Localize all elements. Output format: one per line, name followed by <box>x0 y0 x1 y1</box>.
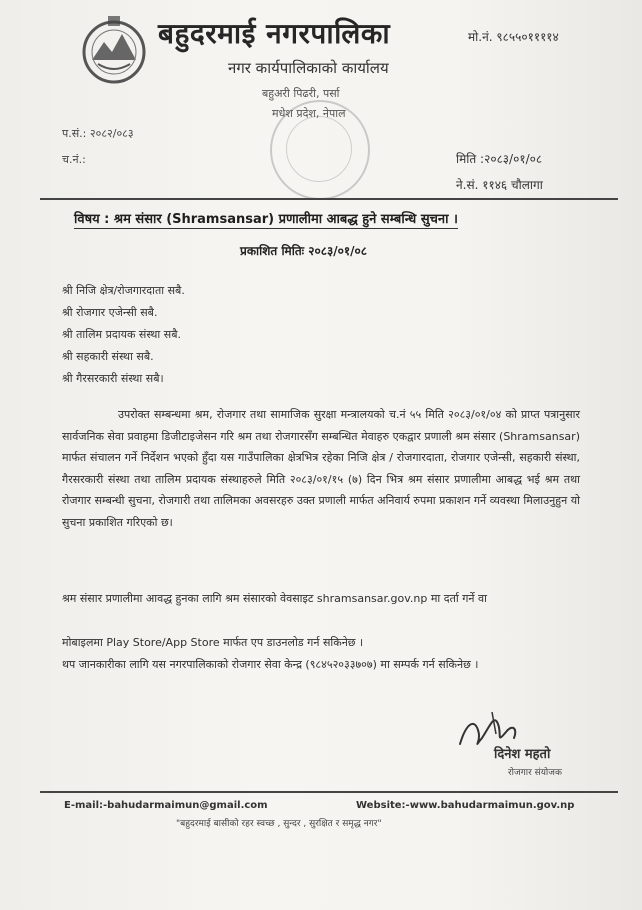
address-line-1: बहुअरी पिढरी, पर्सा <box>262 87 340 100</box>
dispatch-number: च.नं.: <box>62 153 86 166</box>
published-date: प्रकाशित मितिः २०८३/०१/०८ <box>240 244 367 258</box>
nepal-samvat-date: ने.सं. ११४६ चौलागा <box>456 178 543 192</box>
signatory-title: रोजगार संयोजक <box>508 768 562 778</box>
footer-divider <box>40 791 618 793</box>
body-paragraph: उपरोक्त सम्बन्धमा श्रम, रोजगार तथा सामाजिक सुरक्षा मन्त्रालयको च.नं ५५ मिति २०८३/०१/०४ को प्राप्त पत्रानुसार सार्वजनिक सेवा प्रवाहमा डिजीटाइजेसन गरि श्रम तथा रोजगारसँग सम्बन्धित मेवाहरु एकद्वार प्रणाली श्रम संसार (Shramsansar) मार्फत संचालन गर्ने निर्देशन भएको हुँदा यस गाउँपालिका क्षेत्रभित्र रहेका निजि क्षेत्र / रोजगारदाता, रोजगार एजेन्सी, सहकारी संस्था, गैरसरकारी संस्था तथा तालिम प्रदायक संस्थाहरुले मिति २०८३/०१/१५ (७) दिन भित्र श्रम संसार प्रणालीमा आबद्ध भई श्रम तथा रोजगार सम्बन्धी सुचना, रोजगारी तथा तालिमका अवसरहरु उक्त प्रणाली मार्फत अनिवार्य रुपमा प्रकाशन गर्ने व्यवस्था मिलाउनुहुन यो सुचना प्रकाशित गरिएको छ। <box>62 408 580 529</box>
government-emblem-icon <box>78 12 150 90</box>
body-line-contact: थप जानकारीका लागि यस नगरपालिकाको रोजगार सेवा केन्द्र (९८४५२०३३७०७) मा सम्पर्क गर्न सकिनेछ । <box>62 658 479 671</box>
footer-website: Website:-www.bahudarmaimun.gov.np <box>356 800 575 811</box>
body-line-registration: श्रम संसार प्रणालीमा आवद्ध हुनका लागि श्रम संसारको वेवसाइट shramsansar.gov.np मा दर्ता गर्ने वा <box>62 592 487 605</box>
subject-line: विषय : श्रम संसार (Shramsansar) प्रणालीमा आबद्ध हुने सम्बन्धि सुचना । <box>74 209 458 229</box>
recipient-item: श्री निजि क्षेत्र/रोजगारदाता सबै. <box>62 284 185 297</box>
phone-number: मो.नं. ९८५५०११११४ <box>468 30 559 44</box>
office-subtitle: नगर कार्यपालिकाको कार्यालय <box>228 59 389 77</box>
footer-email: E-mail:-bahudarmaimun@gmail.com <box>64 800 268 811</box>
municipality-title: बहुदरमाई नगरपालिका <box>158 17 391 50</box>
address-line-2: मधेश प्रदेश, नेपाल <box>272 107 346 120</box>
letter-number: प.सं.: २०८२/०८३ <box>62 127 134 140</box>
recipient-item: श्री तालिम प्रदायक संस्था सबै. <box>62 328 181 341</box>
letter-date: मिति :२०८३/०१/०८ <box>456 152 543 166</box>
recipient-item: श्री गैरसरकारी संस्था सबै। <box>62 372 164 385</box>
body-line-app: मोबाइलमा Play Store/App Store मार्फत एप डाउनलोड गर्न सकिनेछ । <box>62 636 364 649</box>
recipient-item: श्री सहकारी संस्था सबै. <box>62 350 154 363</box>
footer-motto: "बहुदरमाई बासीको रहर स्वच्छ , सुन्दर , सुरक्षित र समृद्ध नगर" <box>176 819 382 829</box>
signatory-name: दिनेश महतो <box>494 747 551 762</box>
recipient-item: श्री रोजगार एजेन्सी सबै. <box>62 306 158 319</box>
header-divider <box>40 198 618 200</box>
recipient-list <box>62 280 185 390</box>
office-stamp-inner-ring <box>286 116 352 182</box>
